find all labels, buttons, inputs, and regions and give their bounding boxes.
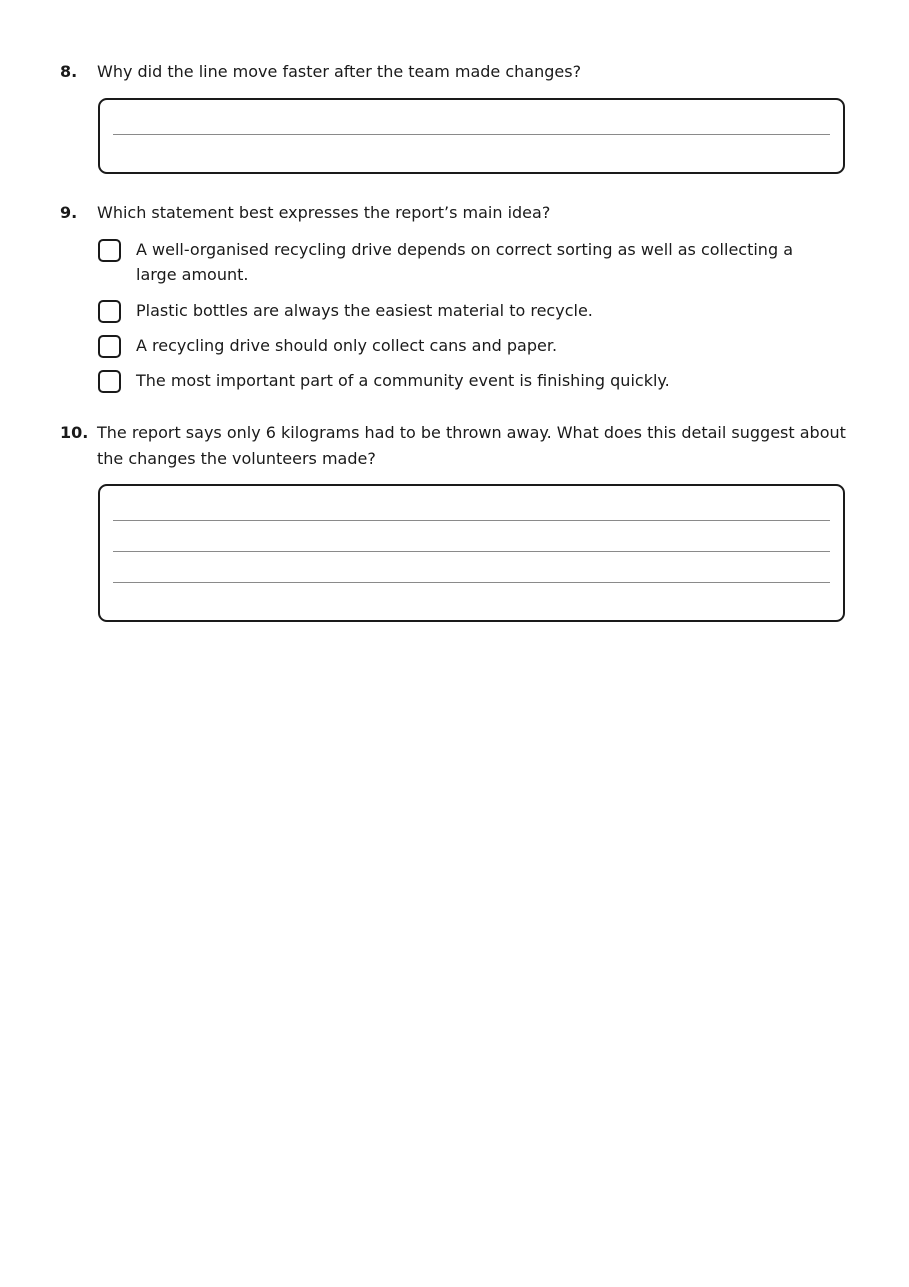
option-checkbox[interactable]: [98, 239, 121, 262]
writing-line: [113, 582, 830, 583]
option-label: A recycling drive should only collect cans and paper.: [136, 336, 558, 355]
question-8: [60, 59, 850, 85]
writing-line: [113, 134, 830, 135]
answer-box-q10[interactable]: [98, 484, 845, 622]
question-number: 9.: [60, 203, 78, 222]
option-a[interactable]: [98, 239, 828, 287]
writing-line: [113, 520, 830, 521]
option-label: The most important part of a community event is finishing quickly.: [136, 371, 670, 390]
option-checkbox[interactable]: [98, 300, 121, 323]
writing-line: [113, 551, 830, 552]
answer-box-q8[interactable]: [98, 98, 845, 174]
question-number: 8.: [60, 62, 78, 81]
question-text: The report says only 6 kilograms had to be thrown away. What does this detail suggest about the changes the volunteers made?: [97, 423, 846, 468]
question-10: [60, 420, 850, 472]
question-text: Which statement best expresses the report’s main idea?: [97, 203, 551, 222]
option-checkbox[interactable]: [98, 335, 121, 358]
option-checkbox[interactable]: [98, 370, 121, 393]
option-c[interactable]: [98, 335, 828, 358]
option-label: Plastic bottles are always the easiest material to recycle.: [136, 301, 593, 320]
question-number: 10.: [60, 423, 89, 442]
option-d[interactable]: [98, 370, 828, 393]
option-label: A well-organised recycling drive depends on correct sorting as well as collecting a large amount.: [136, 240, 793, 284]
option-b[interactable]: [98, 300, 828, 323]
question-9: [60, 200, 850, 226]
question-text: Why did the line move faster after the team made changes?: [97, 62, 582, 81]
